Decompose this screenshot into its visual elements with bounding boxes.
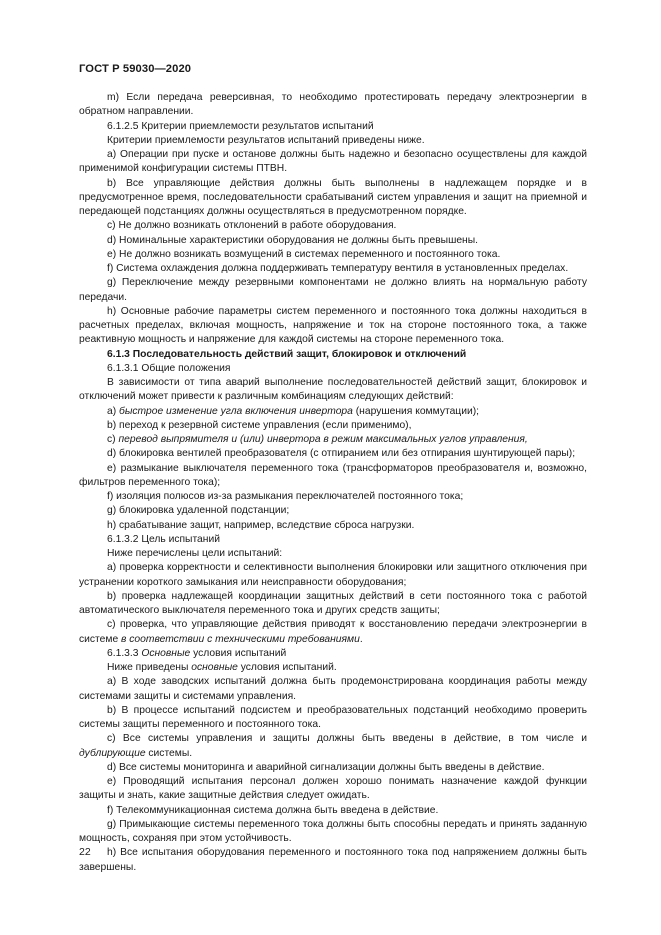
paragraph: e) Не должно возникать возмущений в системах переменного и постоянного тока. xyxy=(107,248,501,260)
paragraph: b) В процессе испытаний подсистем и преобразовательных подстанций необходимо проверить системы защиты переменного и постоянного тока. xyxy=(79,704,587,730)
paragraph: В зависимости от типа аварий выполнение последовательностей действий защит, блокировок и отключений может привести к различным комбинациям следующих действий: xyxy=(79,377,587,403)
text-run: 6.1.3.3 xyxy=(107,647,142,659)
paragraph xyxy=(79,405,587,419)
paragraph: a) проверка корректности и селективности выполнения блокировки или защитного отключения при устранении короткого замыкания или неисправности оборудования; xyxy=(79,562,587,588)
paragraph xyxy=(79,433,587,447)
italic-text: быстрое изменение угла включения инвертора xyxy=(119,405,353,417)
paragraph: h) Все испытания оборудования переменного и постоянного тока под напряжением должны быть завершены. xyxy=(79,847,587,873)
paragraph: g) блокировка удаленной подстанции; xyxy=(107,505,290,517)
paragraph: c) Не должно возникать отклонений в работе оборудования. xyxy=(107,220,397,232)
text-run: c) проверка, что управляющие действия приводят к восстановлению передачи электроэнергии в системе xyxy=(79,619,587,645)
italic-text: основные xyxy=(191,662,238,673)
paragraph: f) изоляция полюсов из-за размыкания переключателей постоянного тока; xyxy=(107,491,464,502)
paragraph: Критерии приемлемости результатов испытаний приведены ниже. xyxy=(107,134,425,146)
paragraph: f) Система охлаждения должна поддерживать температуру вентиля в установленных пределах. xyxy=(107,263,569,274)
paragraph: f) Телекоммуникационная система должна быть введена в действие. xyxy=(107,804,439,816)
italic-text: Основные xyxy=(141,647,191,659)
page-number: 22 xyxy=(79,846,91,858)
document-header: ГОСТ Р 59030—2020 xyxy=(79,63,192,75)
italic-text: в соответствии с техническими требованиями xyxy=(121,633,360,645)
text-run: c) xyxy=(107,434,119,445)
paragraph: m) Если передача реверсивная, то необходимо протестировать передачу электроэнергии в обратном направлении. xyxy=(79,92,587,118)
text-run: (нарушения коммутации); xyxy=(352,405,480,417)
paragraph xyxy=(79,661,587,675)
text-run: условия испытаний. xyxy=(237,662,337,673)
paragraph: 6.1.3.2 Цель испытаний xyxy=(107,533,220,545)
paragraph: a) Операции при пуске и останове должны быть надежно и безопасно осуществлены для каждой применимой конфигурации системы ПТВН. xyxy=(79,149,587,175)
text-run: условия испытаний xyxy=(190,647,287,659)
text-run: . xyxy=(359,633,363,645)
paragraph: e) размыкание выключателя переменного тока (трансформаторов преобразователя и, возможно, фильтров переменного тока); xyxy=(79,462,587,488)
paragraph: d) Номинальные характеристики оборудования не должны быть превышены. xyxy=(107,234,479,246)
paragraph: b) Все управляющие действия должны быть выполнены в надлежащем порядке и в предусмотренное время, последовательности срабатываний систем управления и защит на приемной и передающей подстанциях должны осуществляться в предусмотренном порядке. xyxy=(79,177,587,217)
paragraph: b) переход к резервной системе управления (если применимо), xyxy=(107,419,412,431)
paragraph: Ниже перечислены цели испытаний: xyxy=(107,548,283,559)
paragraph xyxy=(79,647,587,661)
paragraph: a) В ходе заводских испытаний должна быть продемонстрирована координация работы между системами защиты и системами управления. xyxy=(79,676,587,702)
paragraph: d) Все системы мониторинга и аварийной сигнализации должны быть введены в действие. xyxy=(107,761,545,773)
body-text xyxy=(79,91,587,875)
paragraph: h) Основные рабочие параметры систем переменного и постоянного тока должны находиться в расчетных пределах, включая мощность, напряжение и ток на стороне постоянного тока, а также реактивную мощность и напряжение для каждой системы на стороне переменного тока. xyxy=(79,305,587,346)
paragraph: g) Переключение между резервными компонентами не должно влиять на нормальную работу передачи. xyxy=(79,277,587,303)
section-heading: 6.1.3 Последовательность действий защит, блокировок и отключений xyxy=(107,348,467,360)
paragraph xyxy=(79,618,587,647)
text-run: a) xyxy=(107,405,120,417)
italic-text: перевод выпрямителя и (или) инвертора в режим максимальных углов управления, xyxy=(118,434,528,445)
paragraph: b) проверка надлежащей координации защитных действий в сети постоянного тока с работой автоматического выключателя переменного тока и других средств защиты; xyxy=(79,590,587,616)
paragraph: d) блокировка вентилей преобразователя (с отпиранием или без отпирания шунтирующей пары); xyxy=(107,448,576,460)
text-run: системы. xyxy=(145,747,193,759)
paragraph: h) срабатывание защит, например, вследствие сброса нагрузки. xyxy=(107,519,415,531)
text-run: c) Все системы управления и защиты должны быть введены в действие, в том числе и xyxy=(107,733,587,745)
paragraph: 6.1.3.1 Общие положения xyxy=(107,362,231,374)
paragraph: g) Примыкающие системы переменного тока должны быть способны передать и принять заданную мощность, сохраняя при этом устойчивость. xyxy=(79,818,587,844)
text-run: Ниже приведены xyxy=(107,662,192,673)
paragraph: e) Проводящий испытания персонал должен хорошо понимать назначение каждой функции защиты и знать, какие защитные действия следует ожидать. xyxy=(79,776,587,802)
italic-text: дублирующие xyxy=(79,747,146,759)
paragraph: 6.1.2.5 Критерии приемлемости результатов испытаний xyxy=(107,120,374,132)
paragraph xyxy=(79,732,587,761)
